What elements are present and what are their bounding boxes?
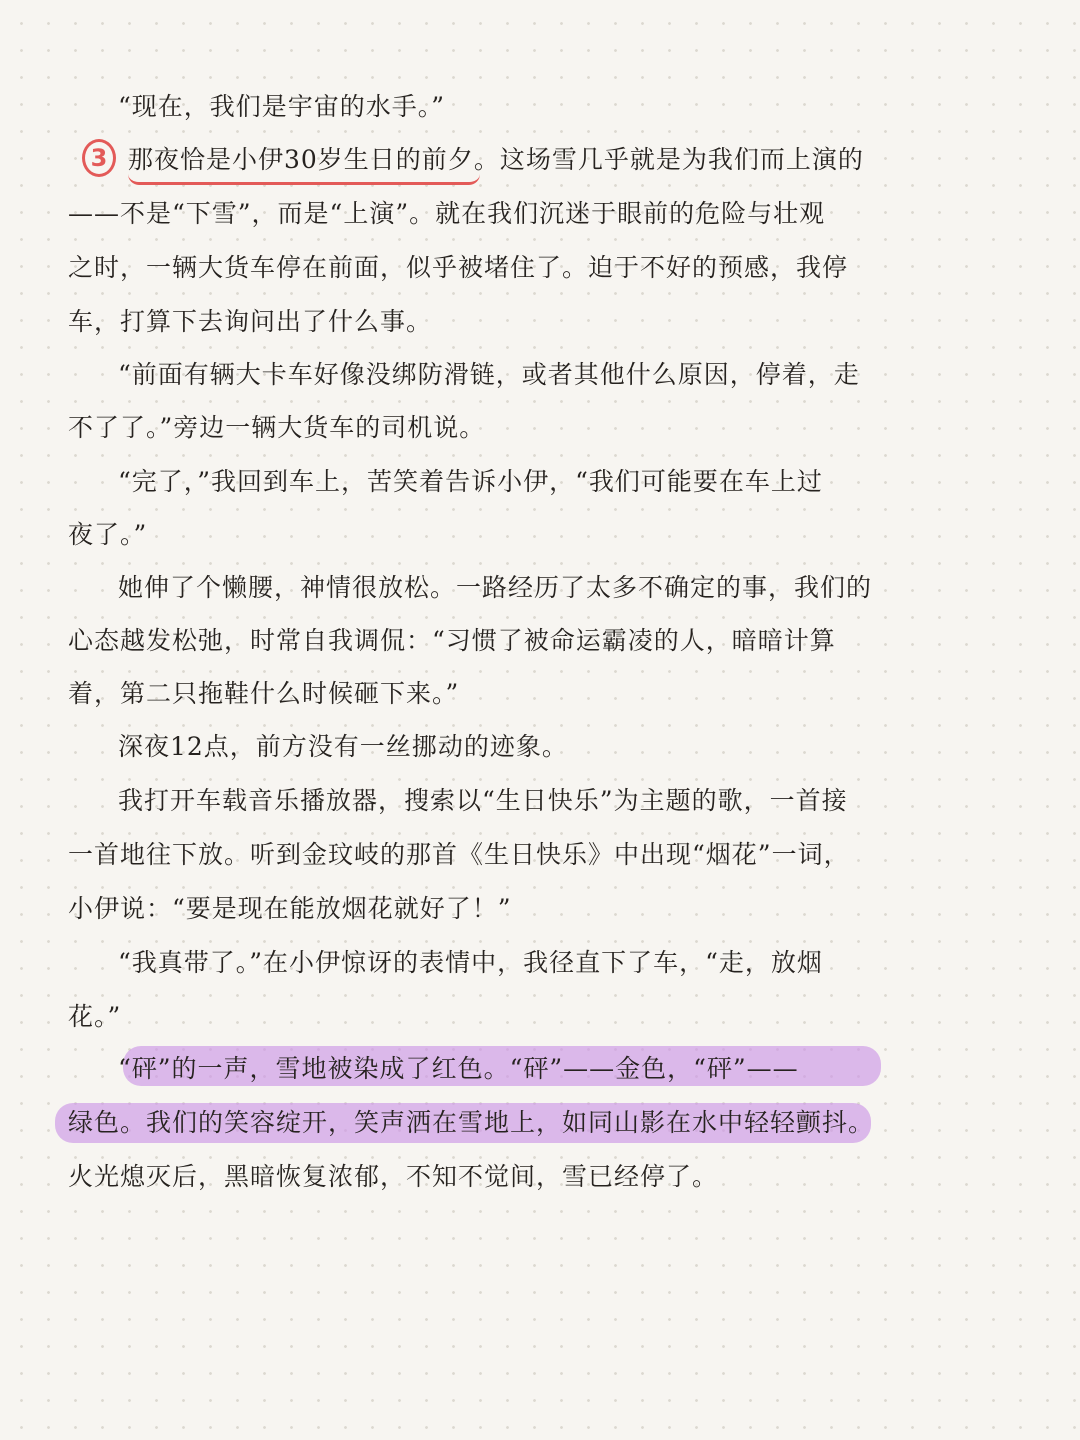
text-line-19: “砰”的一声，雪地被染成了红色。“砰”——金色，“砰”—— xyxy=(118,1054,799,1083)
text-line-14: 我打开车载音乐播放器，搜索以“生日快乐”为主题的歌，一首接 xyxy=(118,786,848,815)
text-line-11: 心态越发松弛，时常自我调侃：“习惯了被命运霸凌的人，暗暗计算 xyxy=(68,626,836,655)
text-line-4: 之时，一辆大货车停在前面，似乎被堵住了。迫于不好的预感，我停 xyxy=(68,253,849,282)
text-line-3: ——不是“下雪”，而是“上演”。就在我们沉迷于眼前的危险与壮观 xyxy=(68,199,826,228)
text-line-5: 车，打算下去询问出了什么事。 xyxy=(68,307,433,336)
text-line-1: “现在，我们是宇宙的水手。” xyxy=(118,92,446,121)
text-line-6: “前面有辆大卡车好像没绑防滑链，或者其他什么原因，停着，走 xyxy=(118,360,860,389)
text-line-21: 火光熄灭后，黑暗恢复浓郁，不知不觉间，雪已经停了。 xyxy=(68,1162,719,1191)
text-line-12: 着，第二只拖鞋什么时候砸下来。” xyxy=(68,679,460,708)
text-line-10: 她伸了个懒腰，神情很放松。一路经历了太多不确定的事，我们的 xyxy=(118,573,873,602)
text-line-8: “完了，”我回到车上，苦笑着告诉小伊，“我们可能要在车上过 xyxy=(118,467,823,496)
text-line-2: 那夜恰是小伊30岁生日的前夕。这场雪几乎就是为我们而上演的 xyxy=(128,145,864,174)
text-line-15: 一首地往下放。听到金玟岐的那首《生日快乐》中出现“烟花”一词， xyxy=(68,840,850,869)
text-line-17: “我真带了。”在小伊惊讶的表情中，我径直下了车，“走，放烟 xyxy=(118,948,823,977)
paragraph-number-badge: 3 xyxy=(82,139,116,177)
text-line-20: 绿色。我们的笑容绽开，笑声洒在雪地上，如同山影在水中轻轻颤抖。 xyxy=(68,1108,875,1137)
text-line-9: 夜了。” xyxy=(68,520,148,549)
text-line-18: 花。” xyxy=(68,1002,122,1031)
text-line-13: 深夜12点，前方没有一丝挪动的迹象。 xyxy=(118,732,568,761)
text-line-7: 不了了。”旁边一辆大货车的司机说。 xyxy=(68,413,486,442)
text-line-16: 小伊说：“要是现在能放烟花就好了！” xyxy=(68,894,512,923)
